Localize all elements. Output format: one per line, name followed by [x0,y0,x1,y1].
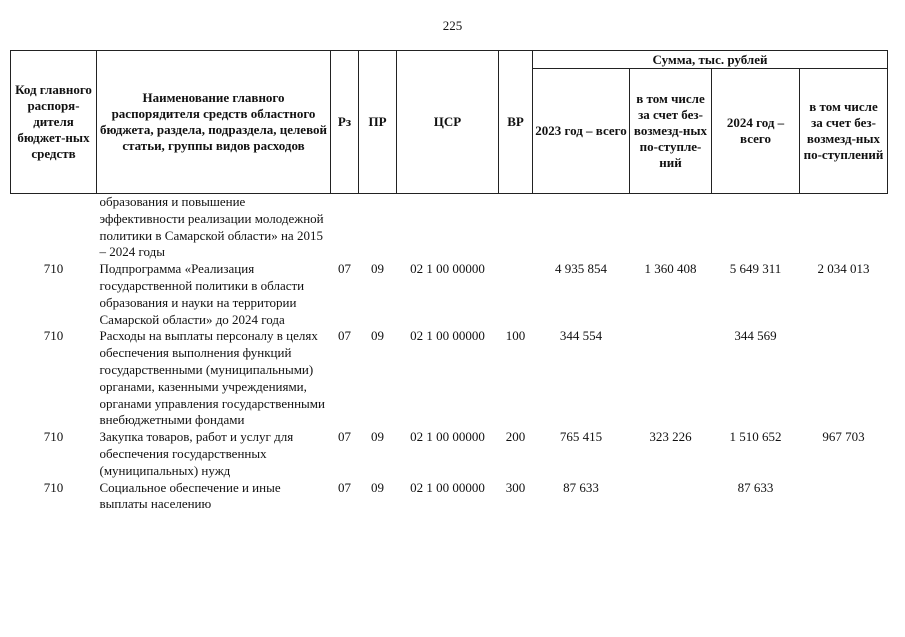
cell-2024-grants [800,328,888,429]
cell-2023-total: 765 415 [559,429,603,445]
cell-vr [499,194,533,262]
cell-vr [499,261,533,328]
cell-vr: 300 [505,479,526,495]
cell-vr: 100 [505,328,526,344]
cell-code: 710 [43,261,64,277]
table-row [11,429,888,479]
cell-rz: 07 [338,479,351,495]
header-code: Код главного распоря-дителя бюджет-ных средств [11,51,97,194]
cell-name: Социальное обеспечение и иные выплаты населению [99,479,281,512]
cell-rz: 07 [338,429,351,445]
cell-csr [397,194,499,262]
cell-2024-total: 344 569 [734,328,777,344]
cell-2023-total: 87 633 [563,479,599,495]
cell-vr: 200 [505,429,526,445]
cell-2023-total: 4 935 854 [555,261,607,277]
cell-rz: 07 [338,261,351,277]
cell-pr: 09 [371,261,384,277]
cell-code: 710 [43,429,64,445]
cell-rz: 07 [338,328,351,344]
header-sum-group: Сумма, тыс. рублей [533,51,888,69]
cell-2023-total: 344 554 [559,328,603,344]
table-row [11,194,888,262]
cell-code: 710 [43,479,64,495]
cell-2024-grants: 967 703 [822,429,865,445]
table-body [11,194,888,514]
cell-code [11,194,97,262]
cell-2023-grants: 1 360 408 [644,261,697,277]
cell-csr: 02 1 00 00000 [410,328,485,344]
header-2024-total: 2024 год – всего [712,69,800,194]
cell-2023-grants [630,194,712,262]
budget-table [10,50,888,513]
cell-2024-total: 1 510 652 [729,429,782,445]
cell-pr: 09 [371,328,384,344]
header-2023-grants: в том числе за счет без-возмезд-ных по-ступле-ний [630,69,712,194]
cell-2023-total [533,194,630,262]
cell-2024-total: 5 649 311 [729,261,782,277]
cell-rz [331,194,359,262]
cell-name: образования и повышение эффективности реализации молодежной политики в Самарской области» на 2015 – 2024 годы [99,194,324,260]
header-csr: ЦСР [397,51,499,194]
cell-2024-grants: 2 034 013 [817,261,870,277]
cell-name: Расходы на выплаты персоналу в целях обеспечения выполнения функций государственными (муниципальными) органами, казенными учреждениями, органами управления государственными внебюджетными фондами [99,328,325,428]
header-name: Наименование главного распорядителя средств областного бюджета, раздела, подраздела, целевой статьи, группы видов расходов [97,51,331,194]
cell-2024-grants [800,480,888,514]
cell-2024-total [712,194,800,262]
cell-2024-total: 87 633 [737,479,774,495]
cell-2023-grants: 323 226 [649,429,692,445]
header-rz: Рз [331,51,359,194]
cell-2023-grants [630,480,712,514]
cell-pr: 09 [371,479,384,495]
table-row [11,328,888,429]
cell-name: Закупка товаров, работ и услуг для обеспечения государственных (муниципальных) нужд [99,429,294,478]
cell-code: 710 [43,328,64,344]
page-number: 225 [442,18,463,33]
cell-csr: 02 1 00 00000 [410,429,485,445]
table-header [11,51,888,194]
cell-csr: 02 1 00 00000 [410,261,485,277]
cell-pr: 09 [371,429,384,445]
header-vr: ВР [499,51,533,194]
cell-pr [359,194,397,262]
table-row [11,480,888,514]
header-pr: ПР [359,51,397,194]
table-row [11,261,888,328]
header-2023-total: 2023 год – всего [533,69,630,194]
cell-2024-grants [800,194,888,262]
cell-name: Подпрограмма «Реализация государственной политики в области образования и науки на территории Самарской области» до 2024 года [99,261,305,327]
cell-csr: 02 1 00 00000 [410,479,485,495]
cell-2023-grants [630,328,712,429]
header-2024-grants: в том числе за счет без-возмезд-ных по-ступлений [800,69,888,194]
